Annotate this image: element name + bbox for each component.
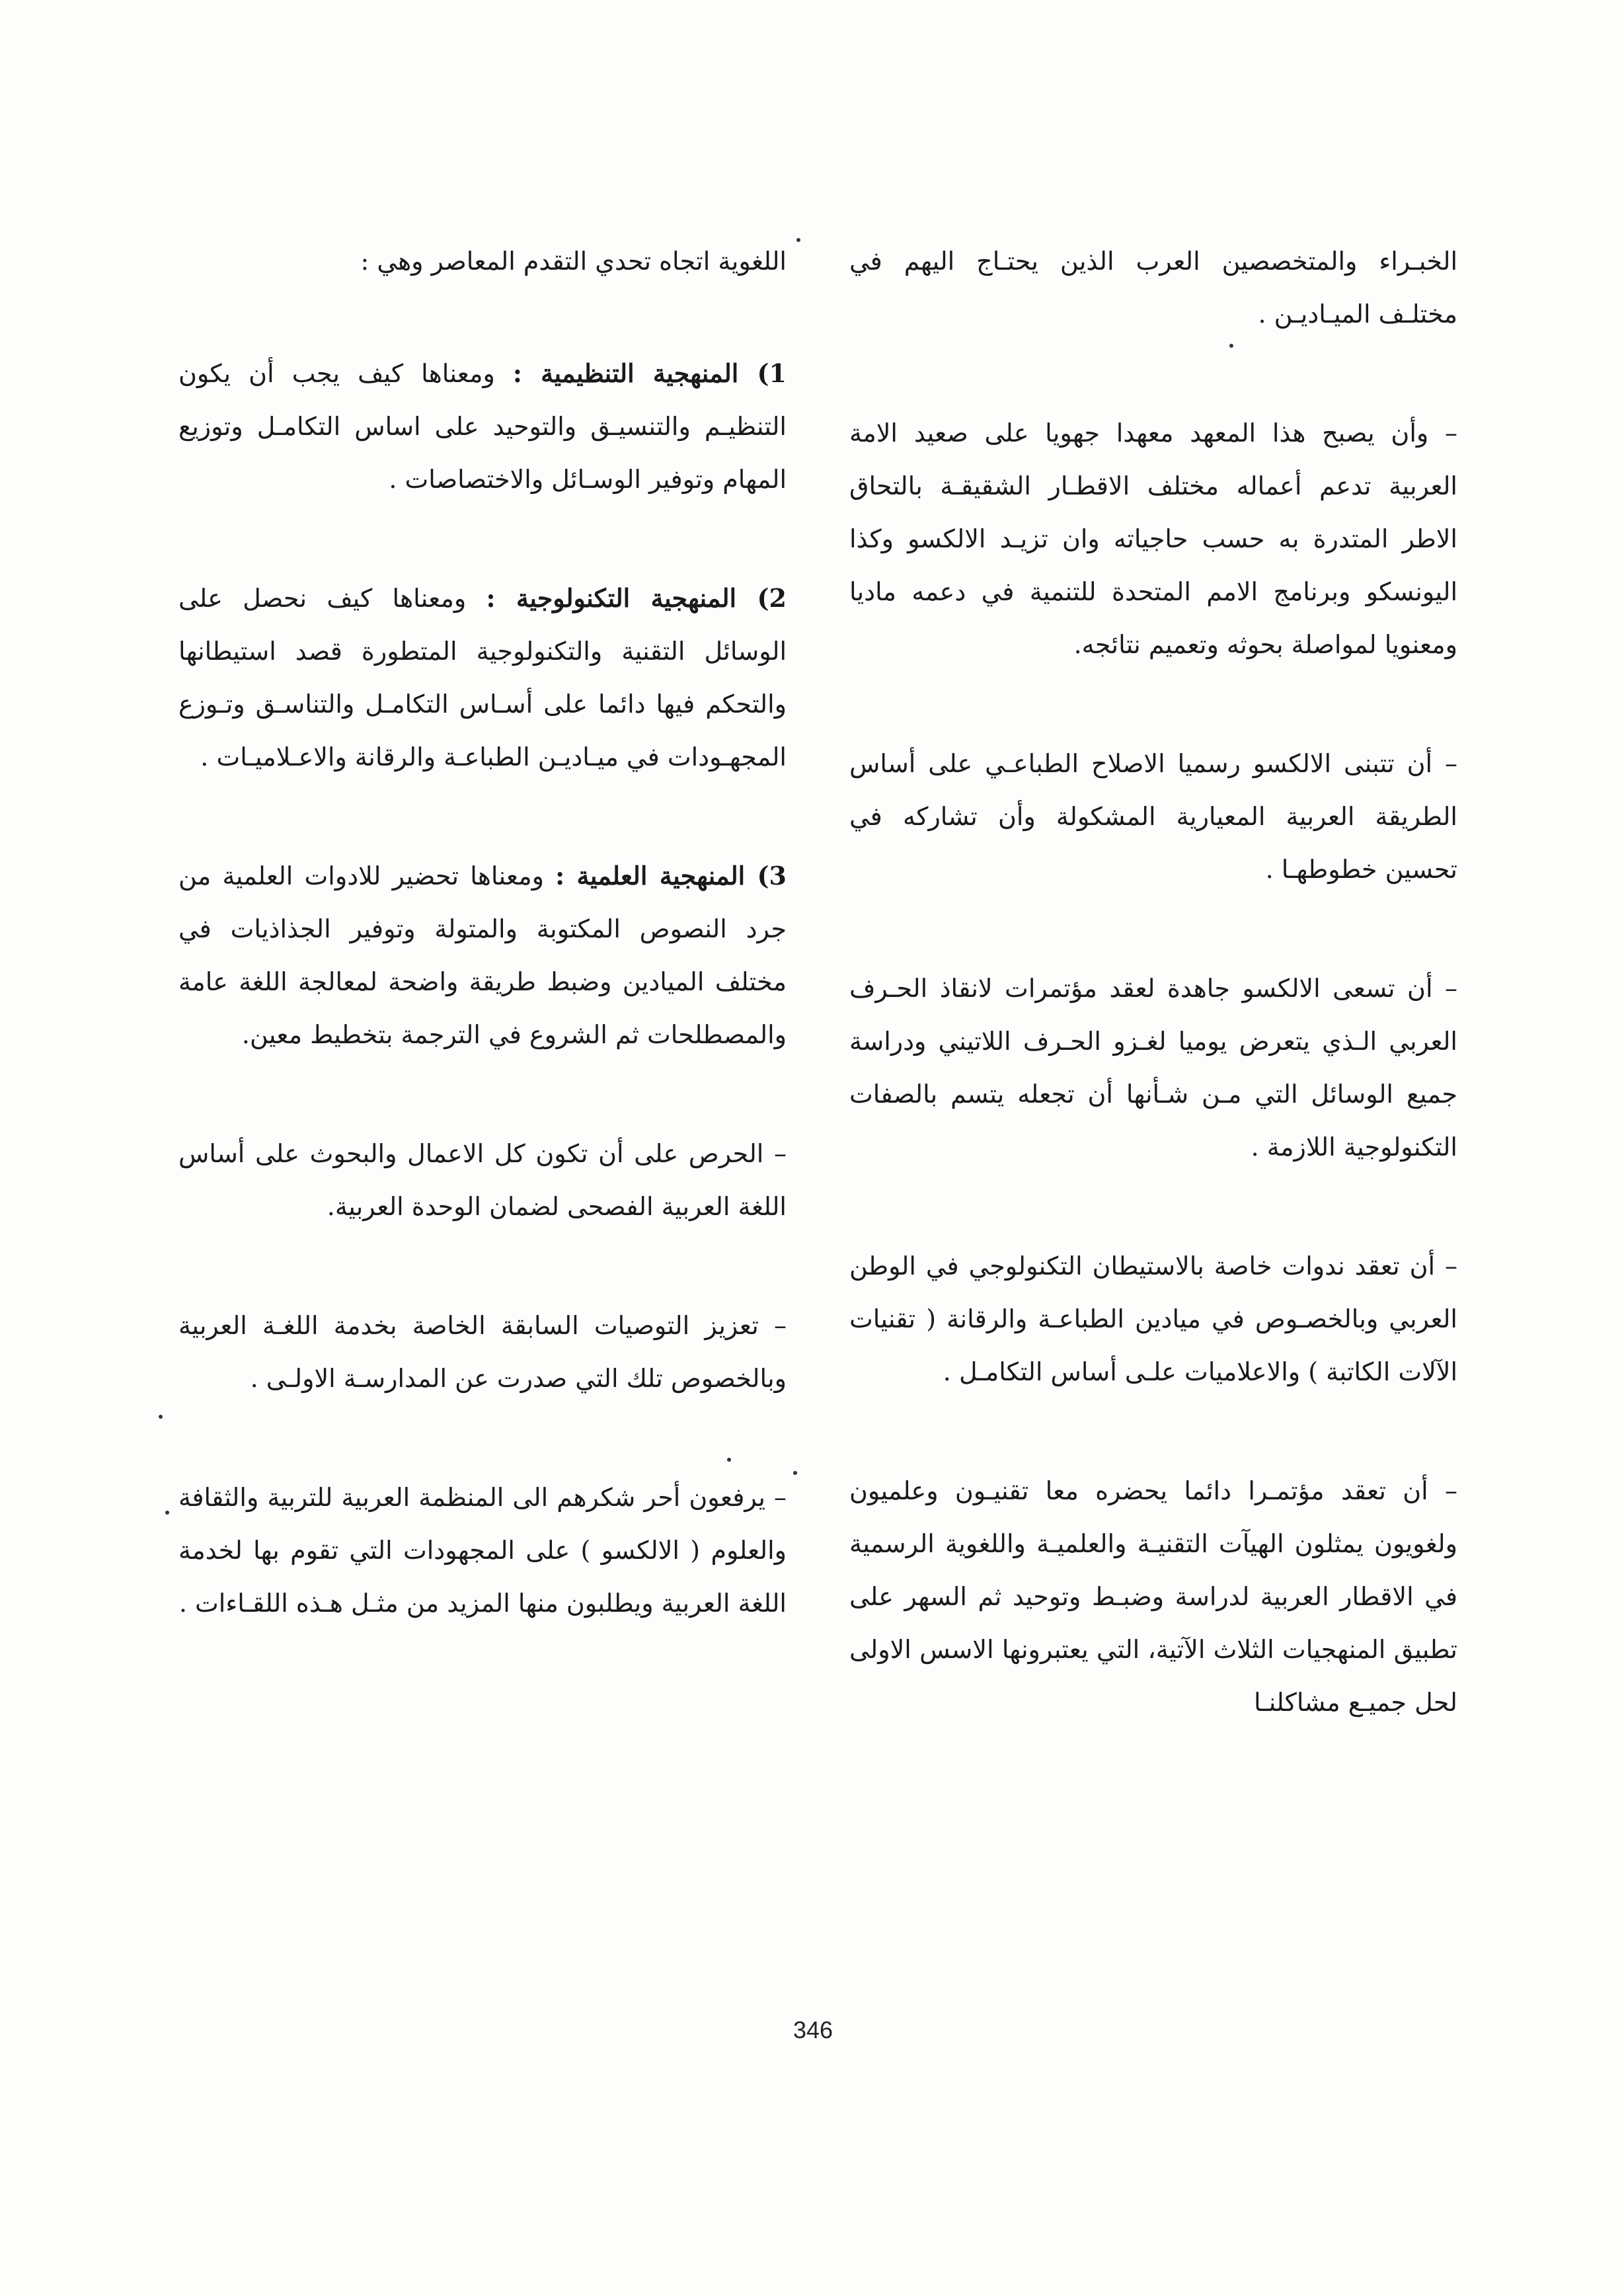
scan-speck xyxy=(793,1471,797,1475)
paragraph: – أن تسعى الالكسو جاهدة لعقد مؤتمرات لانقاذ الحـرف العربي الـذي يتعرض يوميا لغـزو الحـرف اللاتيني ودراسة جميع الوسائل التي مـن شـأنها أن تجعله يتسم بالصفات التكنولوجية اللازمة . xyxy=(849,974,1457,1162)
paragraph: – أن تعقد ندوات خاصة بالاستيطان التكنولوجي في الوطن العربي وبالخصـوص في ميادين الطباعـة والرقانة ( تقنيات الآلات الكاتبة ) والاعلاميات علـى أساس التكامـل . xyxy=(849,1251,1457,1386)
left-column xyxy=(178,235,787,1696)
paragraph: – تعزيز التوصيات السابقة الخاصة بخدمة اللغـة العربية وبالخصوص تلك التي صدرت عن المدارسـة الاولـى . xyxy=(178,1311,787,1393)
paragraph: – أن تتبنى الالكسو رسميا الاصلاح الطباعـي على أساس الطريقة العربية المعيارية المشكولة وأن تشاركه في تحسين خطوطهـا . xyxy=(849,749,1457,884)
scan-speck xyxy=(165,1511,169,1515)
scan-speck xyxy=(1229,344,1233,348)
scan-speck xyxy=(159,1415,163,1419)
scan-speck xyxy=(727,1458,731,1462)
methodology-heading: 2) المنهجية التكنولوجية : xyxy=(486,583,787,613)
methodology-text: ومعناها كيف يجب أن يكون التنظيـم والتنسيـق والتوحيد على اساس التكامـل وتوزيع المهام وتوفير الوسـائل والاختصاصات . xyxy=(178,359,787,494)
right-column xyxy=(849,235,1457,1795)
scan-speck xyxy=(796,238,800,242)
page-number: 346 xyxy=(793,2016,833,2043)
paragraph: اللغوية اتجاه تحدي التقدم المعاصر وهي : xyxy=(360,247,787,276)
methodology-item xyxy=(178,850,787,1061)
methodology-item xyxy=(178,572,787,783)
paragraph: – وأن يصبح هذا المعهد معهدا جهويا على صعيد الامة العربية تدعم أعماله مختلف الاقطـار الشقيقـة بالتحاق الاطر المتدرة به حسب حاجياته وان تزيـد الالكسو وكذا اليونسكو وبرنامج الامم المتحدة للتنمية في دعمه ماديا ومعنويا لمواصلة بحوثه وتعميم نتائجه. xyxy=(849,418,1457,659)
paragraph: – الحرص على أن تكون كل الاعمال والبحوث على أساس اللغة العربية الفصحى لضمان الوحدة العربية. xyxy=(178,1139,787,1221)
methodology-item xyxy=(178,347,787,506)
methodology-heading: 3) المنهجية العلمية : xyxy=(555,861,787,891)
paragraph: – أن تعقد مؤتمـرا دائما يحضره معا تقنيـون وعلميون ولغويون يمثلون الهيآت التقنيـة والعلميـة واللغوية الرسمية في الاقطار العربية لدراسة وضبـط وتوحيد ثم السهر على تطبيق المنهجيات الثلاث الآتية، التي يعتبرونها الاسس الاولى لحل جميـع مشاكلنـا xyxy=(849,1476,1457,1717)
paragraph: – يرفعون أحر شكرهم الى المنظمة العربية للتربية والثقافة والعلوم ( الالكسو ) على المجهودات التي تقوم بها لخدمة اللغة العربية ويطلبون منها المزيد من مثـل هـذه اللقـاءات . xyxy=(178,1483,787,1618)
paragraph: الخبـراء والمتخصصين العرب الذين يحتـاج اليهم في مختلـف الميـاديـن . xyxy=(849,247,1457,329)
methodology-text: ومعناها كيف نحصل على الوسائل التقنية والتكنولوجية المتطورة قصد استيطانها والتحكم فيها دائما على أسـاس التكامـل والتناسـق وتـوزع المجهـودات في ميـاديـن الطباعـة والرقانة والاعـلاميـات . xyxy=(178,584,787,772)
methodology-heading: 1) المنهجية التنظيمية : xyxy=(512,358,787,388)
methodology-text: ومعناها تحضير للادوات العلمية من جرد النصوص المكتوبة والمتولة وتوفير الجذاذيات في مختلف الميادين وضبط طريقة واضحة لمعالجة اللغة عامة والمصطلحات ثم الشروع في الترجمة بتخطيط معين. xyxy=(178,861,787,1049)
